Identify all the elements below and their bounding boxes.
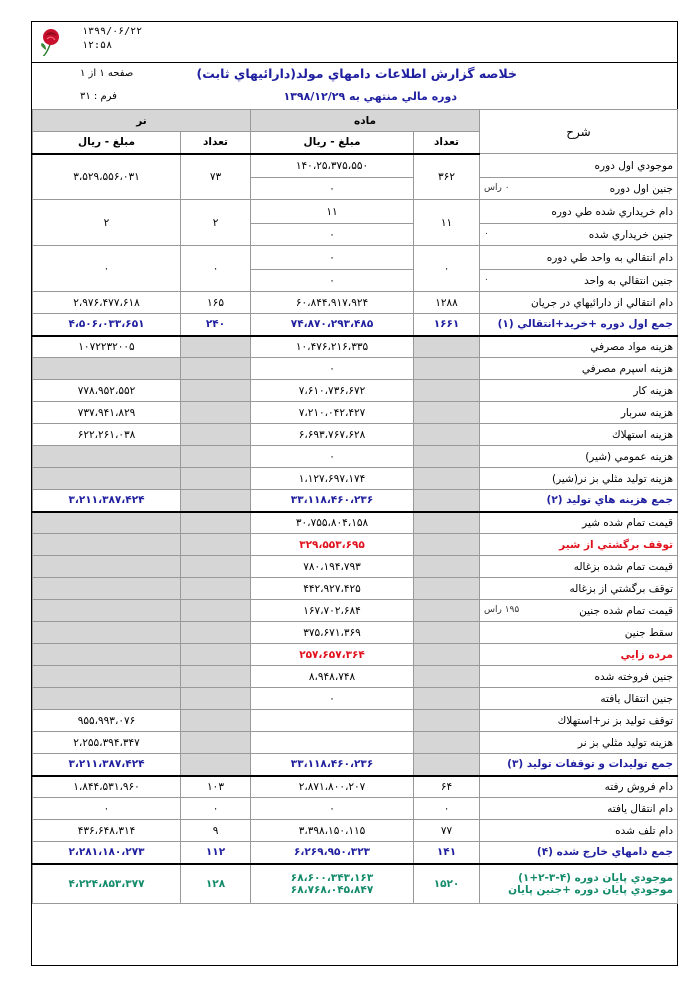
female-amount: ۰ (251, 688, 414, 710)
report-table (32, 109, 678, 904)
table-row (33, 292, 678, 314)
male-count-empty (181, 666, 251, 688)
table-row (33, 688, 678, 710)
female-count-empty (414, 666, 480, 688)
row-description (480, 688, 678, 710)
female-count-empty (414, 688, 480, 710)
female-amount (251, 710, 414, 732)
row-description (480, 490, 678, 512)
row-label: هزينه سربار (620, 406, 674, 419)
male-amount (33, 556, 181, 578)
male-count: ۰ (181, 246, 251, 292)
male-amount-header: مبلغ - ريال (33, 132, 181, 154)
female-amount: ۳،۳۹۸،۱۵۰،۱۱۵ (251, 820, 414, 842)
final-label: موجودي پايان دوره +جنين پايان (508, 883, 674, 896)
female-count-empty (414, 446, 480, 468)
final-male-amount: ۴،۲۲۴،۸۵۳،۳۷۷ (33, 864, 181, 904)
row-label: دام خريداري شده طي دوره (551, 205, 674, 218)
row-label: هزينه توليد مثلي بز نر(شير) (551, 472, 674, 485)
male-amount: ۲،۹۷۶،۴۷۷،۶۱۸ (33, 292, 181, 314)
table-row (33, 468, 678, 490)
table-row (33, 314, 678, 336)
table-row (33, 754, 678, 776)
row-label: توقف برگشتي از بزغاله (569, 582, 674, 595)
female-count-empty (414, 622, 480, 644)
row-sub-value: ۰ راس (484, 182, 510, 193)
report-date: ۱۳۹۹/۰۶/۲۲ (82, 26, 143, 37)
male-count-empty (181, 556, 251, 578)
row-description (480, 424, 678, 446)
female-amount: ۱۱ (251, 200, 414, 224)
male-amount (33, 468, 181, 490)
row-label: قيمت تمام شده شير (582, 516, 674, 529)
row-label: دام انتقالي به واحد طي دوره (546, 251, 674, 264)
female-count: ۱۶۶۱ (414, 314, 480, 336)
female-count: ۰ (414, 246, 480, 292)
table-row (33, 622, 678, 644)
female-count-empty (414, 490, 480, 512)
female-amount: ۴۴۲،۹۲۷،۴۲۵ (251, 578, 414, 600)
female-amount (251, 732, 414, 754)
male-amount: ۴۳۶،۶۴۸،۳۱۴ (33, 820, 181, 842)
final-label: موجودي پايان دوره (۴-۳-۲+۱) (518, 871, 674, 884)
male-count: ۷۳ (181, 154, 251, 200)
row-label: توقف توليد بز نر+استهلاك (557, 714, 674, 727)
male-count-empty (181, 468, 251, 490)
row-label: دام فروش رفته (604, 780, 674, 793)
male-amount (33, 578, 181, 600)
final-balance-row (33, 864, 678, 904)
table-row (33, 842, 678, 864)
page-label: صفحه ۱ از ۱ (80, 68, 134, 79)
row-label: قيمت تمام شده جنين (579, 604, 674, 617)
male-count-empty (181, 380, 251, 402)
female-amount-header: مبلغ - ريال (251, 132, 414, 154)
table-row (33, 424, 678, 446)
row-description (480, 644, 678, 666)
male-count-empty (181, 424, 251, 446)
female-amount: ۱،۱۲۷،۶۹۷،۱۷۴ (251, 468, 414, 490)
male-amount: ۳،۵۲۹،۵۵۶،۰۳۱ (33, 154, 181, 200)
table-row (33, 776, 678, 798)
period-label: دوره مالي منتهي به ۱۳۹۸/۱۲/۲۹ (283, 90, 457, 103)
table-row (33, 154, 678, 178)
male-count-empty (181, 622, 251, 644)
female-amount: ۰ (251, 358, 414, 380)
report-time: ۱۲:۵۸ (82, 40, 113, 51)
final-female-count: ۱۵۲۰ (414, 864, 480, 904)
row-label: جنين خريداري شده (588, 228, 674, 241)
female-header: ماده (251, 110, 480, 132)
male-count-empty (181, 600, 251, 622)
female-count-empty (414, 468, 480, 490)
female-amount: ۷۸۰،۱۹۴،۷۹۳ (251, 556, 414, 578)
final-female-amount: ۶۸،۷۶۸،۰۴۵،۸۴۷ (290, 883, 374, 896)
female-count: ۱۴۱ (414, 842, 480, 864)
male-amount (33, 644, 181, 666)
male-amount: ۳،۲۱۱،۳۸۷،۴۲۴ (33, 490, 181, 512)
row-label: قيمت تمام شده بزغاله (573, 560, 674, 573)
final-female-amount: ۶۸،۶۰۰،۳۴۳،۱۶۳ (290, 871, 374, 884)
male-amount (33, 534, 181, 556)
female-count: ۷۷ (414, 820, 480, 842)
male-count-header: تعداد (181, 132, 251, 154)
male-amount: ۰ (33, 246, 181, 292)
row-label: هزينه توليد مثلي بز نر (577, 736, 674, 749)
row-description (480, 820, 678, 842)
table-row (33, 732, 678, 754)
female-amount: ۳۲۹،۵۵۳،۶۹۵ (251, 534, 414, 556)
row-label: هزينه اسپرم مصرفي (581, 362, 674, 375)
row-description (480, 154, 678, 178)
table-row (33, 820, 678, 842)
female-amount: ۰ (251, 224, 414, 246)
row-description (480, 534, 678, 556)
row-label: هزينه مواد مصرفي (590, 340, 674, 353)
male-count-empty (181, 644, 251, 666)
rose-logo-icon (38, 28, 64, 56)
final-description (480, 864, 678, 904)
table-row (33, 798, 678, 820)
female-count-empty (414, 556, 480, 578)
row-label: جنين انتقالي به واحد (584, 274, 674, 287)
female-amount: ۱۶۷،۷۰۲،۶۸۴ (251, 600, 414, 622)
female-amount: ۱۰،۴۷۶،۲۱۶،۳۳۵ (251, 336, 414, 358)
female-count-empty (414, 358, 480, 380)
row-sub-value: ۰ (484, 228, 489, 239)
row-description (480, 246, 678, 270)
row-label: جمع هزينه هاي توليد (۲) (546, 494, 674, 507)
female-amount: ۳۳،۱۱۸،۴۶۰،۲۳۶ (251, 490, 414, 512)
female-amount: ۰ (251, 798, 414, 820)
report-frame (31, 21, 678, 966)
row-description (480, 776, 678, 798)
table-row (33, 600, 678, 622)
male-amount: ۷۳۷،۹۴۱،۸۲۹ (33, 402, 181, 424)
male-count: ۹ (181, 820, 251, 842)
male-amount: ۲،۲۵۵،۳۹۴،۳۴۷ (33, 732, 181, 754)
male-amount (33, 622, 181, 644)
male-count-empty (181, 754, 251, 776)
row-description (480, 380, 678, 402)
desc-header: شرح (480, 110, 678, 154)
female-amount: ۰ (251, 246, 414, 270)
male-header: نر (33, 110, 251, 132)
final-male-count: ۱۲۸ (181, 864, 251, 904)
row-description (480, 358, 678, 380)
form-label: فرم : ۳۱ (80, 91, 117, 102)
female-count-empty (414, 534, 480, 556)
male-count-empty (181, 688, 251, 710)
table-row (33, 402, 678, 424)
female-count-empty (414, 424, 480, 446)
male-amount: ۳،۲۱۱،۳۸۷،۴۲۴ (33, 754, 181, 776)
male-amount: ۰ (33, 798, 181, 820)
row-label: جمع اول دوره +خريد+انتقالي (۱) (497, 318, 674, 331)
row-description (480, 710, 678, 732)
female-amount: ۷۴،۸۷۰،۲۹۳،۴۸۵ (251, 314, 414, 336)
row-sub-value: ۰ (484, 274, 489, 285)
table-row (33, 490, 678, 512)
male-amount: ۱۰۷۲۲۳۲۰۰۵ (33, 336, 181, 358)
female-amount: ۷،۲۱۰،۰۴۲،۴۲۷ (251, 402, 414, 424)
row-description (480, 200, 678, 224)
row-label: دام تلف شده (615, 824, 674, 837)
female-amount: ۲۵۷،۶۵۷،۳۶۴ (251, 644, 414, 666)
row-description (480, 468, 678, 490)
report-header (32, 22, 677, 63)
male-amount (33, 512, 181, 534)
male-count-empty (181, 732, 251, 754)
male-count-empty (181, 336, 251, 358)
table-row (33, 380, 678, 402)
female-count-empty (414, 512, 480, 534)
male-amount: ۷۷۸،۹۵۲،۵۵۲ (33, 380, 181, 402)
final-female-amounts (251, 864, 414, 904)
female-amount: ۰ (251, 178, 414, 200)
row-label: موجودي اول دوره (594, 159, 674, 172)
male-amount (33, 688, 181, 710)
row-description (480, 666, 678, 688)
female-amount: ۶،۲۶۹،۹۵۰،۳۲۳ (251, 842, 414, 864)
female-count-empty (414, 732, 480, 754)
table-row (33, 512, 678, 534)
table-row (33, 644, 678, 666)
female-amount: ۲،۸۷۱،۸۰۰،۲۰۷ (251, 776, 414, 798)
row-label: جنين فروخته شده (594, 670, 674, 683)
male-count: ۲۴۰ (181, 314, 251, 336)
row-description (480, 798, 678, 820)
female-amount: ۰ (251, 270, 414, 292)
male-amount (33, 600, 181, 622)
row-label: سقط جنين (624, 626, 674, 639)
male-count: ۲ (181, 200, 251, 246)
row-label: جمع توليدات و توقفات توليد (۳) (507, 758, 674, 771)
female-count-empty (414, 336, 480, 358)
female-count: ۱۱ (414, 200, 480, 246)
male-count: ۱۶۵ (181, 292, 251, 314)
male-amount: ۲،۲۸۱،۱۸۰،۲۷۳ (33, 842, 181, 864)
female-count: ۰ (414, 798, 480, 820)
male-amount (33, 358, 181, 380)
row-label: هزينه عمومي (شير) (585, 450, 674, 463)
male-count-empty (181, 710, 251, 732)
female-amount: ۸،۹۴۸،۷۴۸ (251, 666, 414, 688)
female-count-empty (414, 380, 480, 402)
row-description (480, 402, 678, 424)
row-description (480, 224, 678, 246)
male-count-empty (181, 512, 251, 534)
row-label: دام انتقال يافته (607, 802, 674, 815)
male-amount: ۱،۸۴۴،۵۳۱،۹۶۰ (33, 776, 181, 798)
row-label: هزينه كار (633, 384, 674, 397)
male-count-empty (181, 446, 251, 468)
male-count: ۰ (181, 798, 251, 820)
male-count: ۱۰۳ (181, 776, 251, 798)
row-label: جنين انتقال يافته (600, 692, 674, 705)
male-amount: ۲ (33, 200, 181, 246)
row-description (480, 314, 678, 336)
female-amount: ۰ (251, 446, 414, 468)
male-amount: ۶۲۲،۲۶۱،۰۳۸ (33, 424, 181, 446)
row-label: دام انتقالي از دارائيهاي در جريان (530, 296, 674, 309)
table-row (33, 246, 678, 270)
row-label: توقف برگشتي از شير (559, 538, 674, 551)
male-count-empty (181, 402, 251, 424)
male-amount (33, 446, 181, 468)
row-description (480, 600, 678, 622)
male-count: ۱۱۲ (181, 842, 251, 864)
row-label: مرده زايي (620, 648, 674, 661)
table-row (33, 556, 678, 578)
row-description (480, 622, 678, 644)
row-sub-value: ۱۹۵ راس (484, 604, 520, 615)
table-row (33, 578, 678, 600)
female-count: ۶۴ (414, 776, 480, 798)
female-amount: ۳۳،۱۱۸،۴۶۰،۲۳۶ (251, 754, 414, 776)
row-description (480, 512, 678, 534)
female-amount: ۳۰،۷۵۵،۸۰۴،۱۵۸ (251, 512, 414, 534)
female-amount: ۶۰،۸۴۴،۹۱۷،۹۲۴ (251, 292, 414, 314)
row-description (480, 446, 678, 468)
row-label: جمع دامهاي خارج شده (۴) (536, 846, 674, 859)
female-amount: ۶،۶۹۳،۷۶۷،۶۲۸ (251, 424, 414, 446)
row-label: جنين اول دوره (609, 182, 674, 195)
female-amount: ۱۴۰،۲۵،۳۷۵،۵۵۰ (251, 154, 414, 178)
row-description (480, 578, 678, 600)
row-description (480, 336, 678, 358)
table-row (33, 358, 678, 380)
row-description (480, 556, 678, 578)
male-amount (33, 666, 181, 688)
table-row (33, 200, 678, 224)
male-count-empty (181, 490, 251, 512)
table-row (33, 534, 678, 556)
male-count-empty (181, 578, 251, 600)
table-row (33, 666, 678, 688)
report-title: خلاصه گزارش اطلاعات دامهاي مولد(دارائيهاي ثابت) (196, 66, 517, 81)
female-amount: ۳۷۵،۶۷۱،۳۶۹ (251, 622, 414, 644)
male-count-empty (181, 358, 251, 380)
male-count-empty (181, 534, 251, 556)
female-count: ۳۶۲ (414, 154, 480, 200)
female-count: ۱۲۸۸ (414, 292, 480, 314)
female-count-empty (414, 754, 480, 776)
table-row (33, 446, 678, 468)
female-count-empty (414, 600, 480, 622)
female-count-empty (414, 710, 480, 732)
row-description (480, 292, 678, 314)
female-count-empty (414, 644, 480, 666)
row-description (480, 754, 678, 776)
male-amount: ۹۵۵،۹۹۳،۰۷۶ (33, 710, 181, 732)
table-row (33, 336, 678, 358)
female-count-header: تعداد (414, 132, 480, 154)
row-description (480, 732, 678, 754)
row-description (480, 270, 678, 292)
row-label: هزينه استهلاك (611, 428, 674, 441)
female-count-empty (414, 402, 480, 424)
female-amount: ۷،۶۱۰،۷۳۶،۶۷۲ (251, 380, 414, 402)
female-count-empty (414, 578, 480, 600)
table-row (33, 710, 678, 732)
row-description (480, 842, 678, 864)
male-amount: ۴،۵۰۶،۰۳۳،۶۵۱ (33, 314, 181, 336)
row-description (480, 178, 678, 200)
